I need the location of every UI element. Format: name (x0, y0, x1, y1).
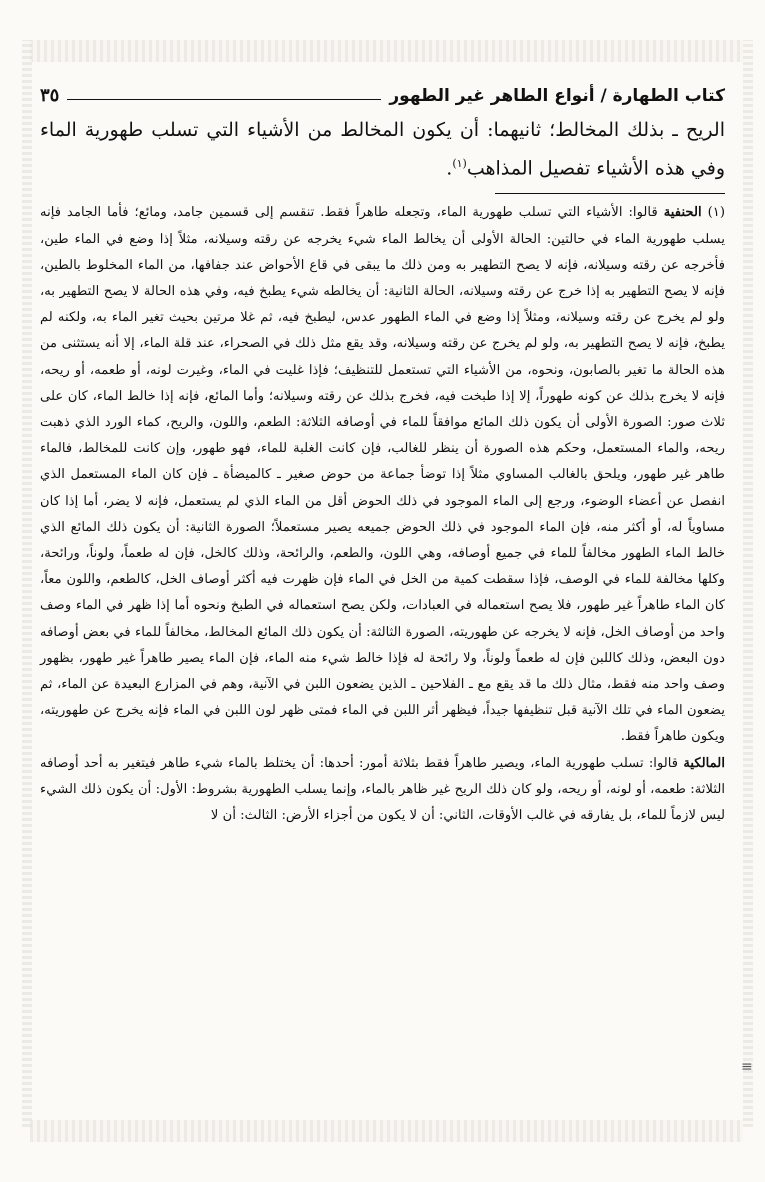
main-text: الريح ـ بذلك المخالط؛ ثانيهما: أن يكون المخالط من الأشياء التي تسلب طهورية الماء وفي هذه الأشياء تفصيل المذاهب$^{(١)}$. (40, 119, 725, 180)
footnote-reference[interactable]: (١) (452, 157, 467, 170)
footnote-separator (495, 193, 725, 194)
main-text-body: الريح ـ بذلك المخالط؛ ثانيهما: أن يكون المخالط من الأشياء التي تسلب طهورية الماء وفي هذه الأشياء تفصيل المذاهب (40, 119, 725, 180)
footnote-hanafi-text: قالوا: الأشياء التي تسلب طهورية الماء، وتجعله طاهراً فقط. تنقسم إلى قسمين جامد، ومائع؛ فأما الجامد فإنه يسلب طهورية الماء في حالتين: الحالة الأولى أن يخالط الماء شيء يخرجه عن رقته وسيلانه، مثلاً إذا وضع في الماء طين، فأخرجه عن رقته وسيلانه، فإنه لا يصح التطهير به ومن ذلك ما يبقى في قاع الأحواض عند جفافها، من الماء المخلوط بالطين، فإنه لا يصح التطهير به إذا خرج عن رقته وسيلانه، الحالة الثانية: أن يخالطه شيء يطبخ فيه، وفي هذه الحالة لا يصح التطهير به، ولو لم يخرج عن رقته وسيلانه، ومثلاً إذا وضع في الماء الطهور عدس، ليطبخ فيه، ثم غلا مرتين بحيث تغير الماء به، ولكنه لم يطبخ، فإنه لا يصح التطهير به، ولو لم يخرج عن رقته وسيلانه، وقد يقع مثل ذلك في الصحراء، عند قلة الماء، إلا أنه يستثنى من هذه الحالة ما تغير بالصابون، ونحوه، من الأشياء التي تستعمل للتنظيف؛ فإذا غليت في الماء، وغيرت لونه، أو طعمه، أو ريحه، فإنه لا يخرج بذلك عن كونه طهوراً، إلا إذا طبخت فيه، فخرج بذلك عن رقته وسيلانه؛ وأما المائع، فإنه إذا خالط الماء، كان على ثلاث صور: الصورة الأولى أن يكون ذلك المائع موافقاً للماء في أوصافه الثلاثة: الطعم، واللون، والريح، كماء الورد الذي ذهبت ريحه، والماء المستعمل، وحكم هذه الصورة أن ينظر للغالب، فإن كانت الغلبة للماء، فهو طهور، وإن كانت للمخالط، فالماء طاهر غير طهور، ويلحق بالغالب المساوي مثلاً إذا توضأ جماعة من حوض صغير ـ كالميضأة ـ فإن كان الماء المستعمل الذي انفصل عن أعضاء الوضوء، ورجع إلى الماء الموجود في ذلك الحوض أقل من الماء الذي لم يستعمل، فإنه لا يضر، أما إذا كان مساوياً له، أو أكثر منه، فإن الماء الموجود في ذلك الحوض جميعه يصير مستعملاً؛ الصورة الثانية: أن يكون ذلك المائع الذي خالط الماء الطهور مخالفاً للماء في جميع أوصافه، وهي اللون، والطعم، والرائحة، وذلك كالخل، فإن له طعماً، ولوناً، ورائحة، وكلها مخالفة للماء في الوصف، فإذا سقطت كمية من الخل في الماء فإن ظهرت فيه أكثر أوصاف الخل، كالطعم، واللون معاً، كان الماء طاهراً غير طهور، فلا يصح استعماله في العبادات، ولكن يصح استعماله في الطبخ ونحوه أما إذا ظهر في الماء وصف واحد من أوصاف الخل، فإنه لا يخرجه عن طهوريته، الصورة الثالثة: أن يكون ذلك المائع المخالط، مخالفاً للماء في بعض أوصافه دون البعض، وذلك كاللبن فإن له طعماً ولوناً، ولا رائحة له فإذا خالط شيء منه الماء، فإن الماء يصير طاهراً غير طهور، بظهور وصف واحد منه فقط، مثال ذلك ما قد يقع مع ـ الفلاحين ـ الذين يضعون اللبن في الآنية، وهم في المزارع البعيدة عن الماء، ثم يضعون الماء في تلك الآنية قبل تنظيفها جيداً، فيظهر أثر اللبن في الماء فمتى ظهر لون اللبن في الماء فإنه يخرج عن طهوريته، ويكون طاهراً فقط. (40, 205, 725, 745)
header-rule (67, 99, 381, 100)
school-name-maliki: المالكية (683, 755, 725, 771)
footnote-maliki (40, 751, 725, 830)
scan-border-left (22, 40, 32, 1127)
book-page (40, 70, 725, 829)
footnotes (40, 200, 725, 829)
running-title: كتاب الطهارة / أنواع الطاهر غير الطهور (389, 86, 725, 106)
margin-mark: ≡ (741, 1059, 753, 1075)
footnote-number: (١) (707, 205, 726, 221)
footnote-maliki-text: قالوا: تسلب طهورية الماء، ويصير طاهراً فقط بثلاثة أمور: أحدها: أن يختلط بالماء شيء طاهر فيتغير به أحد أوصافه الثلاثة: طعمه، أو لونه، أو ريحه، ولو كان ذلك الريح غير ظاهر بالماء، وإنما يسلب الطهورية بشروط: الأول: أن يكون ذلك الشيء ليس لازماً للماء، بل يفارقه في غالب الأوقات، الثاني: أن لا يكون من أجزاء الأرض: الثالث: أن لا (40, 755, 725, 823)
scan-border-right (743, 40, 753, 1127)
footnote-hanafi (40, 200, 725, 750)
scan-border-bottom (30, 1120, 743, 1142)
school-name-hanafi: الحنفية (663, 205, 702, 221)
scan-border-top (30, 40, 743, 62)
page-number: ٣٥ (40, 85, 60, 106)
page-header (40, 70, 725, 106)
